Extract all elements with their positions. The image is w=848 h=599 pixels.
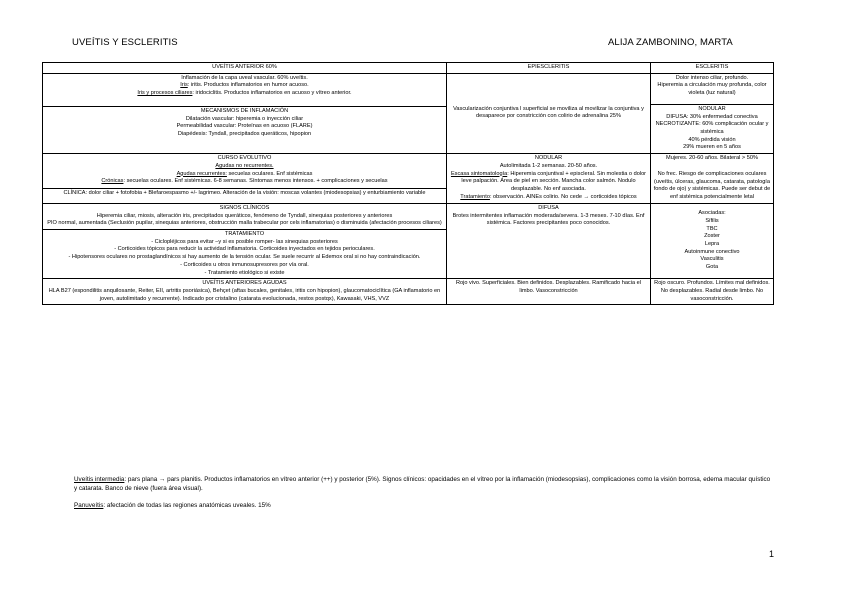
escleritis-epidemiology-cell (651, 154, 774, 204)
curso-line (45, 178, 444, 186)
uveitis-agudas-cell (43, 279, 447, 305)
treatment-line: - Corticoides u otros inmunosupresores por vía oral. (180, 261, 309, 268)
clinica-section (43, 188, 446, 198)
term-label: Panuveítis (74, 502, 104, 509)
agudas-text: HLA B27 (espondilitis anquilosante, Reiter, EII, artritis psoriásica), Behçet (aftas bucales, genitales, iritis con hipopion), glaucomatociclítica (GA inflamatorio en joven, autolimitado y recurrente). Indicado por cristalino (catarata evolucionada, restos postqx), Kawasaki, VHS, VVZ (48, 287, 441, 302)
section-title: DIFUSA (538, 204, 559, 211)
uveitis-definition-cell (43, 73, 447, 153)
term-text: : pars plana → pars planitis. Productos inflamatorios en vítreo anterior (++) y posterior (5%). Signos clínicos: opacidades en el vítreo por la inflamación (miodesopsias), complicaciones como la visión borrosa, edema macular quístico y catarata. Banco de nieve (fuera área visual). (74, 476, 771, 493)
nodular-line (449, 194, 648, 202)
term-label: Escasa sintomatología (450, 170, 508, 177)
definition-line (45, 90, 444, 98)
curso-line: Agudas no recurrentes. (215, 162, 274, 169)
signos-line: PIO normal, aumentada (Seclusión pupilar, sinequias anteriores, obstrucción malla trabecular por cels inflamatorias) o disminuida (afectación procesos ciliares) (47, 220, 442, 227)
escleritis-nodular-section (651, 104, 773, 152)
term-text: : secuelas oculares. Enf sistémicas. 6-8 semanas. Síntomas menos intensos. + complicaciones y secuelas (123, 178, 388, 185)
page-number: 1 (769, 549, 775, 559)
asociada-item: Vasculitis (700, 256, 724, 263)
section-title: NODULAR (698, 105, 726, 112)
table-row (43, 279, 774, 305)
term-label: Crónicas (101, 178, 124, 185)
esc-line: NECROTIZANTE: 60% complicación ocular y sistémica (655, 121, 769, 136)
esc-line: 29% mueren en 5 años (683, 144, 741, 151)
term-label: Uveítis intermedia (74, 476, 125, 483)
footnote-uveitis-intermedia (74, 475, 774, 493)
epiescleritis-definition-cell: Vascularización conjuntiva l superficial se moviliza al movilizar la conjuntiva y desaparece por constricción con colirio de adrenalina 25% (447, 73, 651, 153)
term-text: secuelas oculares. Enf sistémicas (226, 170, 313, 177)
escleritis-asociadas-cell (651, 203, 774, 278)
definition-line: Inflamación de la capa uveal vascular. 60% uveítis. (181, 74, 308, 81)
epiescleritis-nodular-cell (447, 154, 651, 204)
asociada-item: Lepra (704, 241, 720, 248)
section-title: TRATAMIENTO (224, 230, 265, 237)
document-title: UVEÍTIS Y ESCLERITIS (72, 37, 178, 48)
asociada-item: Gota (705, 264, 719, 271)
epiescleritis-aspect-cell: Rojo vivo. Superficiales. Bien definidos. Desplazables. Ramificado hacia el limbo. Vasoconstricción (447, 279, 651, 305)
table-row (43, 203, 774, 278)
term-text: : iritis. Productos inflamatorios en humor acuoso. (187, 82, 309, 89)
section-title: SIGNOS CLÍNICOS (219, 204, 270, 211)
treatment-line: - Tratamiento etiológico si existe (204, 269, 285, 276)
term-label: Iris y procesos ciliares (137, 90, 193, 97)
treatment-line: - Ciclopléjicos para evitar –y si es posible romper- las sinequias posteriores (151, 238, 338, 245)
mechanism-line: Dilatación vascular: hiperemia o inyección ciliar (185, 115, 304, 122)
definition-line (45, 82, 444, 90)
curso-evolutivo-cell (43, 154, 447, 204)
table-header-row (43, 63, 774, 74)
esc-line: Hiperemia a circulación muy profunda, color violeta (luz natural) (657, 82, 767, 97)
term-text: : afectación de todas las regiones anatómicas uveales. 15% (103, 502, 271, 509)
mechanism-line: Permeabilidad vascular: Proteínas en acuoso (FLARE) (176, 123, 313, 130)
term-text: : iridociclitis. Productos inflamatorios en acuoso y vítreo anterior. (192, 90, 352, 97)
section-title: NODULAR (534, 155, 563, 162)
esc-line: Dolor intenso ciliar, profundo. (675, 74, 749, 81)
signos-tratamiento-cell (43, 203, 447, 278)
escleritis-definition-cell (651, 73, 774, 153)
asociada-item: Zoster (704, 233, 720, 240)
table-row (43, 154, 774, 204)
term-text: : Hiperemia conjuntival + episcleral. Sin molestia o dolor leve palpación. Área de piel en sección. Mancha color salmón. Nodulo desplazable. No enf asociada. (461, 170, 647, 193)
esc-line: 40% pérdida visión (688, 136, 736, 143)
tratamiento-section (43, 229, 446, 277)
nodular-line (449, 171, 648, 194)
mecanismos-section (43, 106, 446, 139)
esc-line: Mujeres. 20-60 años. Bilateral > 50% (666, 155, 758, 162)
signos-line: Hiperemia ciliar, miosis, alteración iris, precipitados queráticos, fenómeno de Tyndall, sinequias posteriores y anteriores (96, 212, 393, 219)
curso-line (45, 171, 444, 179)
section-title: UVEÍTIS ANTERIORES AGUDAS (202, 280, 287, 287)
asociada-item: TBC (706, 225, 718, 232)
footnote-panuveitis (74, 501, 774, 510)
summary-table (42, 62, 774, 305)
term-label: Tratamiento (460, 193, 490, 200)
col-header-uveitis-anterior: UVEÍTIS ANTERIOR 60% (43, 63, 447, 74)
asociada-item: Autoinmune conectivo (684, 248, 740, 255)
term-text: : observación. AINEs colirio. No cede → corticoides tópicos (489, 193, 637, 200)
esc-line: No frec. Riesgo de complicaciones oculares (uveítis, úlceras, glaucoma, catarata, patología fondo de ojo) y sistémicas. Puede ser debut de enf sistémica potencialmente letal (653, 170, 771, 201)
esc-line: DIFUSA: 30% enfermedad conectiva (666, 113, 758, 120)
treatment-line: - Hipotensores oculares no prostaglandínicos si hay aumento de la tensión ocular. Se suele recurrir al Edemox oral si no hay contraindicación. (68, 254, 421, 261)
section-title: CURSO EVOLUTIVO (217, 155, 272, 162)
clinica-text: CLÍNICA: dolor ciliar + fotofobia + Blefaroespasmo +/- lagrimeo. Alteración de la visión: moscas volantes (miodesopsias) y enturbiamiento variable (63, 190, 426, 197)
section-title: MECANISMOS DE INFLAMACIÓN (200, 107, 289, 114)
asociada-item: Sífilis (705, 217, 719, 224)
epiescleritis-difusa-cell (447, 203, 651, 278)
asociadas-title: Asociadas: (698, 210, 726, 217)
nodular-line: Autolimitada 1-2 semanas. 20-50 años. (499, 162, 598, 169)
table-row (43, 73, 774, 153)
author-name: ALIJA ZAMBONINO, MARTA (608, 37, 733, 48)
term-label: Iris (180, 82, 188, 89)
treatment-line: - Corticoides tópicos para reducir la actividad inflamatoria. Corticoides inyectados en tejidos perioculares. (114, 246, 375, 253)
mechanism-line: Diapédesis: Tyndall, precipitados queráticos, hipopion (177, 131, 312, 138)
col-header-escleritis: ESCLERITIS (651, 63, 774, 74)
difusa-text: Brotes intermitentes inflamación moderada/severa. 1-3 meses. 7-10 días. Enf sistémica. Factores precipitantes poco conocidos. (452, 212, 645, 227)
term-label: Agudas recurrentes: (176, 170, 227, 177)
col-header-epiescleritis: EPIESCLERITIS (447, 63, 651, 74)
escleritis-aspect-cell: Rojo oscuro. Profundos. Límites mal definidos. No desplazables. Radial desde limbo. No vasoconstricción. (651, 279, 774, 305)
